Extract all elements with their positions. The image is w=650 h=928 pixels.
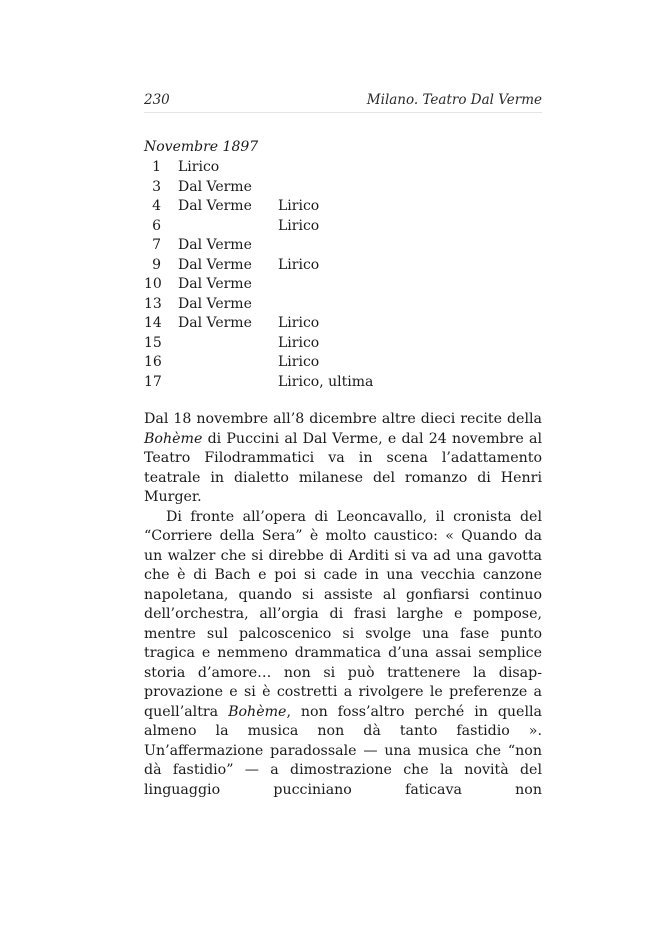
schedule-day: 9 [152, 256, 161, 273]
schedule-row [144, 275, 542, 295]
schedule-venue-second: Lirico [278, 354, 320, 370]
schedule-venue-first: Dal Verme [178, 276, 252, 292]
schedule-venue-second: Lirico [278, 217, 320, 234]
schedule-day: 17 [144, 373, 162, 390]
schedule-day: 15 [144, 334, 162, 351]
schedule-venue-first: Dal Verme [178, 256, 252, 273]
schedule-venue-second: Lirico [278, 198, 320, 214]
schedule-venue-first: Dal Verme [178, 237, 252, 253]
schedule-row [144, 314, 542, 334]
schedule-row [144, 373, 542, 393]
schedule-day: 6 [152, 217, 161, 234]
schedule-row [144, 295, 542, 315]
running-title: Milano. Teatro Dal Verme [366, 92, 542, 108]
schedule-day: 4 [152, 198, 161, 214]
paragraph-text: di Puccini al Dal Verme, e dal 24 novembre al Teatro Filodrammatici va in scena l’adattamento teatrale in dialetto milanese del romanzo di Henri Murger. [144, 430, 542, 505]
schedule-row [144, 353, 542, 373]
body-text [144, 410, 542, 800]
opera-title: Bohème [228, 703, 287, 720]
schedule-row [144, 236, 542, 256]
paragraph-text: , non foss’altro perché in quella almeno la musica non dà tanto fastidio ». Un’affermazione paradossale — una musica che “non dà fastidio” — a dimostrazione che la novità del linguaggio pucciniano faticava non [144, 703, 542, 798]
schedule-venue-second: Lirico, ultima [278, 373, 374, 390]
schedule-day: 16 [144, 354, 162, 370]
schedule-venue-first: Dal Verme [178, 295, 252, 312]
schedule-day: 10 [144, 276, 162, 292]
paragraph-second [144, 508, 542, 801]
schedule-row [144, 178, 542, 198]
schedule-day: 13 [144, 295, 162, 312]
schedule-venue-first: Dal Verme [178, 198, 252, 214]
schedule-day: 14 [144, 315, 162, 331]
page-number: 230 [144, 92, 170, 108]
schedule-row [144, 158, 542, 178]
schedule-row [144, 256, 542, 276]
schedule-row [144, 197, 542, 217]
opera-title: Bohème [144, 430, 203, 447]
schedule-row [144, 217, 542, 237]
schedule-row [144, 334, 542, 354]
schedule-venue-second: Lirico [278, 315, 320, 331]
schedule-venue-first: Dal Verme [178, 178, 252, 195]
paragraph-text: Dal 18 novembre all’8 dicembre altre dieci recite della [144, 411, 542, 427]
schedule-venue-second: Lirico [278, 334, 320, 351]
schedule-venue-second: Lirico [278, 256, 320, 273]
paragraph-text: Di fronte all’opera di Leoncavallo, il cronista del “Corriere della Sera” è molto caustico: « Quando da un walzer che si direbbe di Arditi si va ad una gavotta che è di Bach e poi si cade in una vecchia canzone napoletana, quando si assiste al gonfiarsi continuo dell’orchestra, all’orgia di frasi larghe e pompose, mentre sul palcoscenico si svolge una fase punto tragica e nemmeno drammatica d’una assai semplice storia d’amore… non si può trattenere la disapprovazione e si è costretti a rivolgere le preferenze a quell’altra [144, 508, 542, 720]
schedule-venue-first: Dal Verme [178, 315, 252, 331]
running-header [144, 92, 542, 113]
schedule-day: 7 [152, 237, 161, 253]
schedule-venue-first: Lirico [178, 159, 220, 175]
schedule-day: 3 [152, 178, 161, 195]
performance-schedule [144, 158, 542, 392]
paragraph-first [144, 410, 542, 508]
schedule-month-heading: Novembre 1897 [144, 139, 259, 155]
schedule-day: 1 [152, 159, 161, 175]
